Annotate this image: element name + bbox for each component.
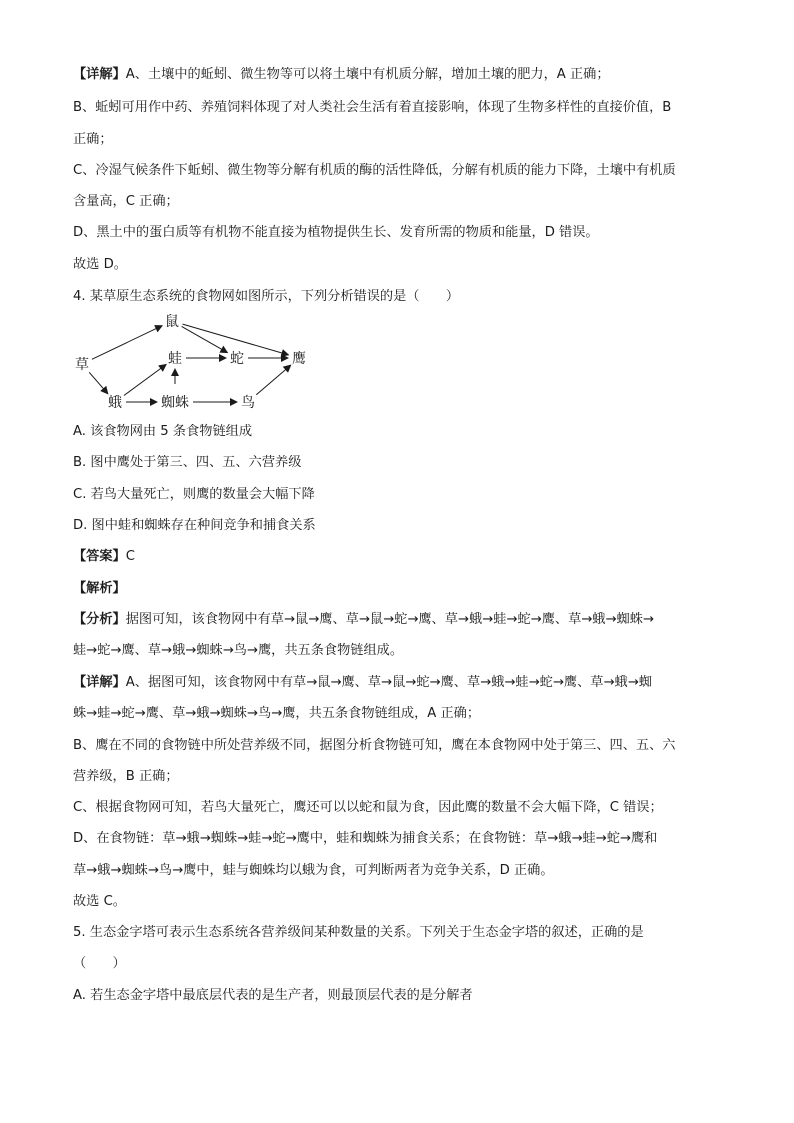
text-line-23: 草→蛾→蜘蛛→鸟→鹰中，蛙与蜘蛛均以蛾为食，可判断两者为竞争关系，D 正确。	[73, 863, 554, 878]
text-line-15	[73, 611, 654, 629]
text-line-4: C、冷湿气候条件下蚯蚓、微生物等分解有机质的酶的活性降低，分解有机质的能力下降，土壤中有机质	[73, 163, 676, 178]
arrow-grass-to-mouse	[92, 326, 162, 360]
section-marker: 【详解】	[73, 67, 126, 82]
node-spider: 蜘蛛	[161, 395, 189, 411]
section-marker: 【分析】	[73, 612, 126, 627]
text-line-7: 故选 D。	[73, 257, 127, 272]
text-line-5: 含量高，C 正确；	[73, 194, 179, 209]
text-line-22: D、在食物链：草→蛾→蜘蛛→蛙→蛇→鹰中，蛙和蜘蛛为捕食关系；在食物链：草→蛾→蛙→蛇→鹰和	[73, 831, 658, 846]
text-line-24: 故选 C。	[73, 894, 126, 909]
option-b: B. 图中鹰处于第三、四、五、六营养级	[73, 455, 302, 470]
text-line-20: 营养级，B 正确；	[73, 769, 179, 784]
answer-label: 【答案】	[73, 549, 126, 564]
question-5-paren: （ ）	[73, 956, 126, 971]
question-5-stem: 5. 生态金字塔可表示生态系统各营养级间某种数量的关系。下列关于生态金字塔的叙述，正确的是	[73, 925, 644, 940]
answer-line	[73, 548, 135, 566]
text-line-16: 蛙→蛇→鹰、草→蛾→蜘蛛→鸟→鹰，共五条食物链组成。	[73, 643, 404, 658]
option-d: D. 图中蛙和蜘蛛存在种间竞争和捕食关系	[73, 518, 316, 533]
node-bird: 鸟	[241, 395, 255, 411]
text-line-2: B、蚯蚓可用作中药、养殖饲料体现了对人类社会生活有着直接影响，体现了生物多样性的直接价值，B	[73, 100, 672, 115]
node-mouse: 鼠	[165, 314, 179, 330]
section-marker: 【详解】	[73, 675, 126, 690]
text-line-3: 正确；	[73, 132, 113, 147]
line-text: A、土壤中的蚯蚓、微生物等可以将土壤中有机质分解，增加土壤的肥力，A 正确；	[125, 67, 610, 82]
text-line-6: D、黑土中的蛋白质等有机物不能直接为植物提供生长、发育所需的物质和能量，D 错误。	[73, 225, 599, 240]
text-line-17	[73, 674, 652, 692]
line-text: 据图可知，该食物网中有草→鼠→鹰、草→鼠→蛇→鹰、草→蛾→蛙→蛇→鹰、草→蛾→蜘蛛→	[125, 612, 654, 627]
text-line-1	[73, 66, 610, 84]
analysis-heading	[73, 580, 126, 598]
question-5-option-a: A. 若生态金字塔中最底层代表的是生产者，则最顶层代表的是分解者	[73, 988, 473, 1003]
line-text: A、据图可知，该食物网中有草→鼠→鹰、草→鼠→蛇→鹰、草→蛾→蛙→蛇→鹰、草→蛾→蜘	[125, 675, 652, 690]
arrow-bird-to-eagle	[256, 365, 290, 395]
node-snake: 蛇	[230, 351, 244, 367]
node-moth: 蛾	[108, 395, 122, 411]
option-a: A. 该食物网由 5 条食物链组成	[73, 424, 253, 439]
node-grass: 草	[75, 357, 89, 373]
text-line-19: B、鹰在不同的食物链中所处营养级不同，据图分析食物链可知，鹰在本食物网中处于第三、四、五、六	[73, 738, 676, 753]
food-web-diagram	[70, 306, 330, 418]
node-frog: 蛙	[168, 351, 182, 367]
arrow-grass-to-moth	[89, 372, 108, 393]
text-line-21: C、根据食物网可知，若鸟大量死亡，鹰还可以以蛇和鼠为食，因此鹰的数量不会大幅下降，C 错误；	[73, 800, 663, 815]
node-eagle: 鹰	[292, 351, 306, 367]
option-c: C. 若鸟大量死亡，则鹰的数量会大幅下降	[73, 487, 315, 502]
answer-value: C	[125, 549, 135, 564]
question-4-stem: 4. 某草原生态系统的食物网如图所示，下列分析错误的是（ ）	[73, 289, 460, 304]
text-line-18: 蛛→蛙→蛇→鹰、草→蛾→蜘蛛→鸟→鹰，共五条食物链组成，A 正确；	[73, 706, 481, 721]
analysis-label: 【解析】	[73, 581, 126, 596]
arrow-moth-to-frog	[124, 365, 166, 396]
